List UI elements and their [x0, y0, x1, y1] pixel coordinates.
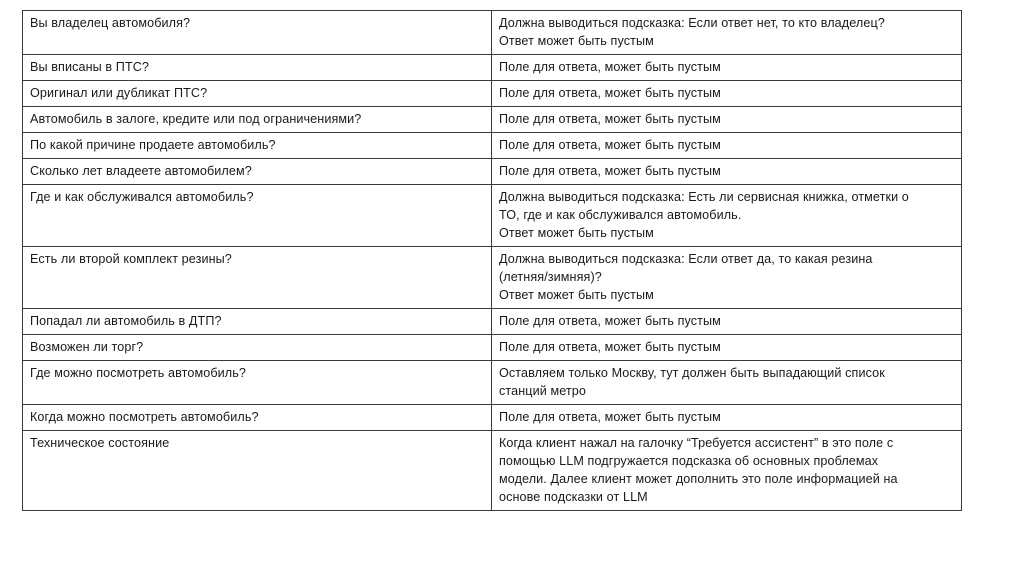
answer-text: Поле для ответа, может быть пустым	[499, 138, 721, 152]
answer-cell	[492, 133, 962, 159]
answer-cell	[492, 159, 962, 185]
question-cell	[23, 185, 492, 247]
question-text: Где можно посмотреть автомобиль?	[30, 366, 246, 380]
table-row	[23, 431, 962, 511]
table-row	[23, 405, 962, 431]
question-cell	[23, 55, 492, 81]
answer-text: Должна выводиться подсказка: Если ответ да, то какая резина	[499, 252, 873, 266]
question-text: Вы владелец автомобиля?	[30, 16, 191, 30]
question-cell	[23, 335, 492, 361]
answer-text: основе подсказки от LLM	[499, 490, 648, 504]
answer-text: (летняя/зимняя)?	[499, 270, 602, 284]
table-row	[23, 335, 962, 361]
answer-cell	[492, 55, 962, 81]
question-cell	[23, 405, 492, 431]
answer-text: Ответ может быть пустым	[499, 288, 654, 302]
table-row	[23, 361, 962, 405]
table-row	[23, 247, 962, 309]
question-cell	[23, 247, 492, 309]
table-row	[23, 159, 962, 185]
question-cell	[23, 159, 492, 185]
question-text: Возможен ли торг?	[30, 340, 144, 354]
table-row	[23, 55, 962, 81]
question-text: Сколько лет владеете автомобилем?	[30, 164, 252, 178]
question-cell	[23, 361, 492, 405]
answer-cell	[492, 185, 962, 247]
question-text: Когда можно посмотреть автомобиль?	[30, 410, 259, 424]
answer-text: Поле для ответа, может быть пустым	[499, 164, 721, 178]
answer-text: ТО, где и как обслуживался автомобиль.	[499, 208, 742, 222]
table-row	[23, 81, 962, 107]
question-cell	[23, 107, 492, 133]
answer-text: Должна выводиться подсказка: Если ответ нет, то кто владелец?	[499, 16, 885, 30]
question-cell	[23, 133, 492, 159]
answer-text: станций метро	[499, 384, 586, 398]
answer-cell	[492, 335, 962, 361]
question-text: Оригинал или дубликат ПТС?	[30, 86, 208, 100]
question-text: Где и как обслуживался автомобиль?	[30, 190, 254, 204]
answer-cell	[492, 11, 962, 55]
questions-table	[22, 10, 962, 511]
table-row	[23, 185, 962, 247]
answer-text: Поле для ответа, может быть пустым	[499, 314, 721, 328]
answer-text: модели. Далее клиент может дополнить это поле информацией на	[499, 472, 898, 486]
answer-text: Поле для ответа, может быть пустым	[499, 60, 721, 74]
question-text: Вы вписаны в ПТС?	[30, 60, 150, 74]
question-text: Техническое состояние	[30, 436, 170, 450]
answer-text: Поле для ответа, может быть пустым	[499, 340, 721, 354]
question-cell	[23, 11, 492, 55]
answer-text: Поле для ответа, может быть пустым	[499, 86, 721, 100]
answer-cell	[492, 361, 962, 405]
question-text: Есть ли второй комплект резины?	[30, 252, 232, 266]
answer-text: Ответ может быть пустым	[499, 34, 654, 48]
answer-text: помощью LLM подгружается подсказка об основных проблемах	[499, 454, 879, 468]
question-text: По какой причине продаете автомобиль?	[30, 138, 276, 152]
question-text: Попадал ли автомобиль в ДТП?	[30, 314, 222, 328]
answer-cell	[492, 309, 962, 335]
answer-text: Поле для ответа, может быть пустым	[499, 410, 721, 424]
answer-text: Оставляем только Москву, тут должен быть выпадающий список	[499, 366, 885, 380]
question-text: Автомобиль в залоге, кредите или под ограничениями?	[30, 112, 362, 126]
table-row	[23, 133, 962, 159]
answer-cell	[492, 431, 962, 511]
answer-text: Ответ может быть пустым	[499, 226, 654, 240]
answer-text: Поле для ответа, может быть пустым	[499, 112, 721, 126]
table-row	[23, 309, 962, 335]
question-cell	[23, 431, 492, 511]
answer-cell	[492, 405, 962, 431]
answer-cell	[492, 81, 962, 107]
answer-text: Когда клиент нажал на галочку “Требуется ассистент” в это поле с	[499, 436, 894, 450]
requirements-sheet	[22, 10, 962, 511]
answer-cell	[492, 107, 962, 133]
answer-text: Должна выводиться подсказка: Есть ли сервисная книжка, отметки о	[499, 190, 909, 204]
table-row	[23, 11, 962, 55]
table-row	[23, 107, 962, 133]
question-cell	[23, 309, 492, 335]
question-cell	[23, 81, 492, 107]
answer-cell	[492, 247, 962, 309]
